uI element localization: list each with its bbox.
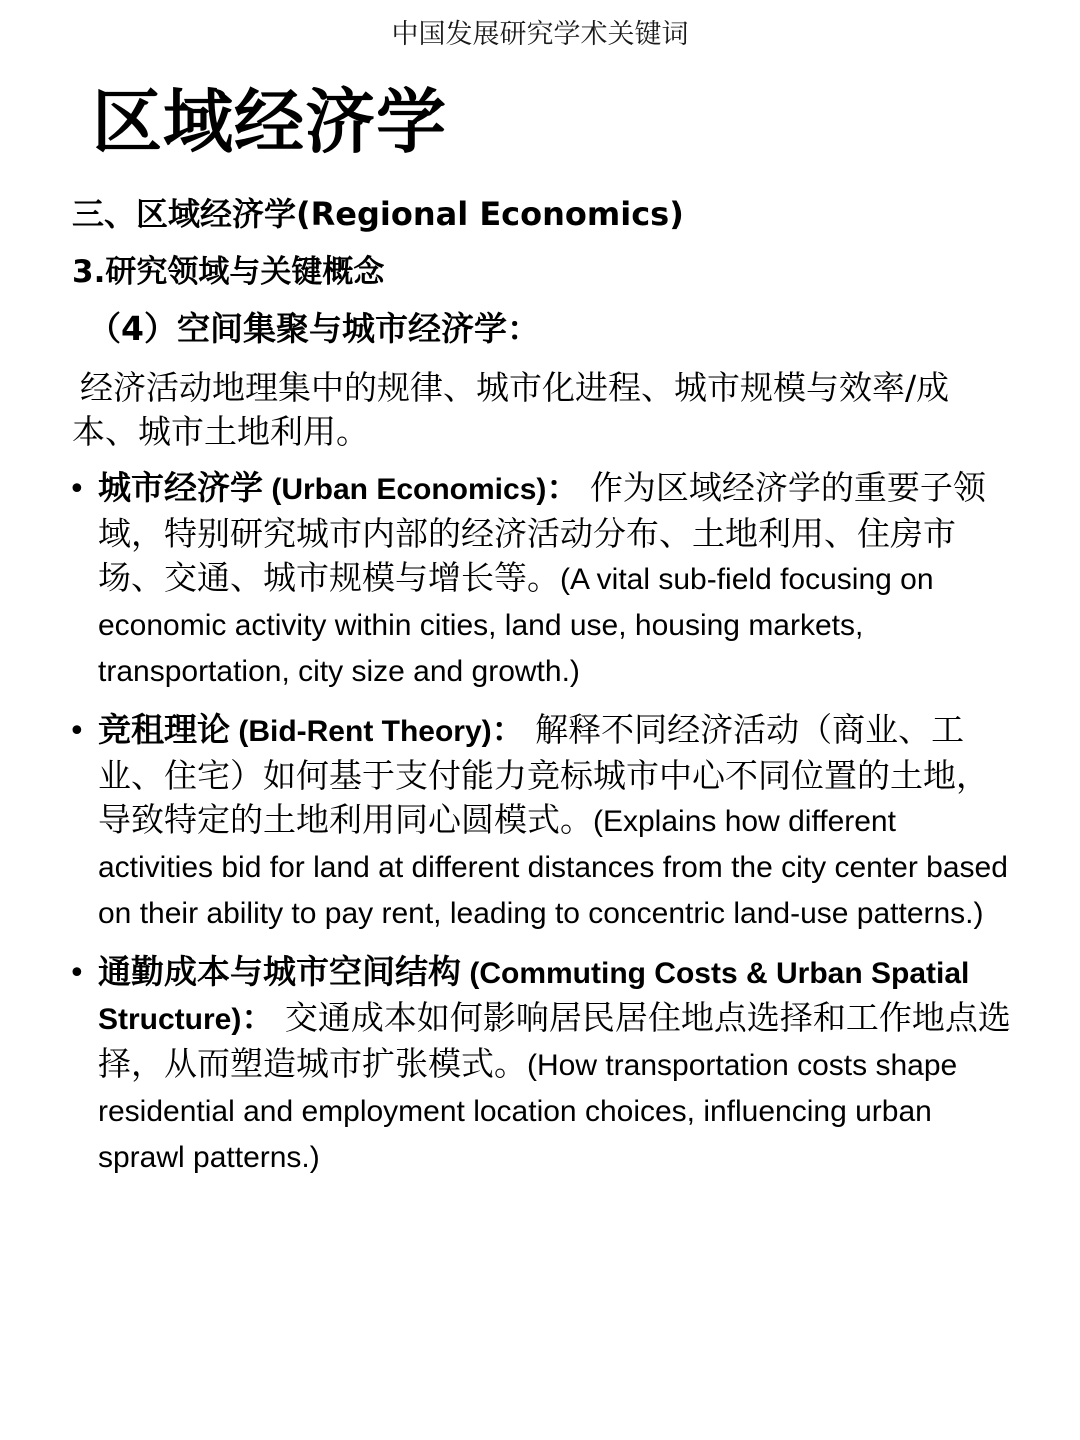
term-colon: ：	[241, 998, 275, 1037]
desc-en: (How transportation costs shape residential and employment location choices, influencing urban sprawl patterns.)	[98, 1049, 958, 1174]
running-header: 中国发展研究学术关键词	[391, 19, 689, 50]
desc-cn: 解释不同经济活动（商业、工业、住宅）如何基于支付能力竞标城市中心不同位置的土地，导致特定的土地利用同心圆模式。	[98, 710, 989, 839]
desc-en: (A vital sub-field focusing on economic activity within cities, land use, housing markets, transportation, city size and growth.)	[98, 563, 934, 688]
item-heading: （4）空间集聚与城市经济学：	[88, 309, 540, 348]
desc-cn: 作为区域经济学的重要子领域，特别研究城市内部的经济活动分布、土地利用、住房市场、交通、城市规模与增长等。	[98, 468, 986, 597]
list-item	[66, 950, 1018, 1180]
bullet-text	[98, 950, 1018, 1180]
term-colon: ：	[546, 468, 580, 507]
page-title: 区域经济学	[92, 81, 447, 163]
intro-paragraph: 经济活动地理集中的规律、城市化进程、城市规模与效率/成本、城市土地利用。	[72, 368, 950, 451]
term-cn: 城市经济学	[98, 468, 263, 507]
list-item	[66, 708, 1018, 936]
bullet-text	[98, 708, 1018, 936]
list-item	[66, 466, 1018, 694]
desc-en: (Explains how different activities bid for land at different distances from the city center based on their ability to pay rent, leading to concentric land-use patterns.)	[98, 805, 1008, 930]
bullet-icon: •	[68, 956, 86, 991]
bullet-icon: •	[68, 714, 86, 749]
desc-cn: 交通成本如何影响居民居住地点选择和工作地点选择，从而塑造城市扩张模式。	[98, 998, 1011, 1083]
bullet-list	[66, 466, 1018, 1194]
term-colon: ：	[491, 710, 525, 749]
bullet-text	[98, 466, 1018, 694]
bullet-icon: •	[68, 472, 86, 507]
subsection-heading: 3.研究领域与关键概念	[72, 254, 385, 290]
section-heading: 三、区域经济学(Regional Economics)	[72, 195, 684, 233]
term-en: (Commuting Costs & Urban Spatial Structure)	[98, 957, 970, 1036]
term-cn: 竞租理论	[98, 710, 230, 749]
term-en: (Bid-Rent Theory)	[230, 715, 492, 748]
term-cn: 通勤成本与城市空间结构	[98, 952, 461, 991]
term-en: (Urban Economics)	[263, 473, 547, 506]
